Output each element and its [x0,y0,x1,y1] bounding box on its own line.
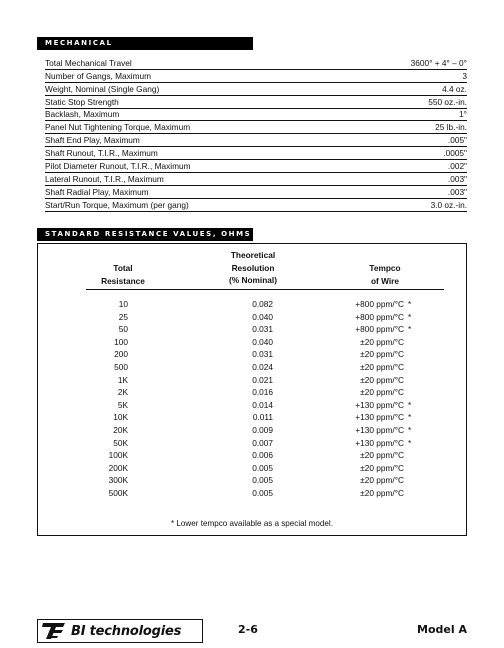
spec-value: .002" [447,161,467,172]
spec-value: .0005" [443,148,467,159]
tempco-value: +130 ppm/°C [355,437,404,448]
resistance-value: 200 [114,349,128,360]
mechanical-spec-row [45,83,467,96]
tempco-footnote-marker: * [408,399,412,410]
spec-value: 3600° + 4° – 0° [410,57,467,68]
resolution-value: 0.040 [252,311,273,322]
resolution-value: 0.031 [252,324,273,335]
resistance-value: 300K [108,475,128,486]
resistance-value: 25 [118,311,128,322]
tempco-value: +130 ppm/°C [355,425,404,435]
mechanical-spec-row [45,134,467,147]
tempco-value: ±20 ppm/°C [360,488,404,498]
spec-label: Pilot Diameter Runout, T.I.R., Maximum [45,161,191,172]
mechanical-spec-row [45,160,467,173]
spec-label: Shaft Runout, T.I.R., Maximum [45,148,158,159]
tempco-footnote-marker: * [408,437,412,448]
resolution-value: 0.024 [252,362,273,372]
resistance-value: 100K [108,450,128,461]
tempco-footnote-marker: * [408,324,412,335]
resistance-value: 20K [113,425,128,435]
spec-value: 550 oz.-in. [428,96,467,107]
tempco-value: ±20 ppm/°C [360,362,404,372]
resolution-value: 0.016 [252,387,273,398]
resistance-value: 200K [108,462,128,473]
resolution-value: 0.009 [252,425,273,435]
tempco-footnote-marker: * [408,299,412,309]
spec-label: Shaft End Play, Maximum [45,135,140,146]
mechanical-spec-row [45,109,467,122]
spec-value: 4.4 oz. [442,83,467,94]
spec-label: Number of Gangs, Maximum [45,70,152,81]
tempco-footnote-marker: * [408,311,412,322]
spec-value: .003" [447,186,467,197]
tempco-value: ±20 ppm/°C [360,374,404,385]
mechanical-spec-row [45,57,467,70]
spec-label: Panel Nut Tightening Torque, Maximum [45,122,191,133]
resistance-value: 1K [117,374,128,385]
tempco-value: ±20 ppm/°C [360,462,404,473]
resistance-value: 50 [118,324,128,335]
resistance-value: 500 [114,362,128,372]
resolution-value: 0.031 [252,349,273,360]
resistance-value: 500K [108,488,128,498]
spec-value: .005" [447,135,467,146]
resistance-value: 10K [113,412,128,423]
tempco-footnote-marker: * [408,412,412,423]
mechanical-spec-row [45,121,467,134]
tempco-value: ±20 ppm/°C [360,450,404,461]
standard-resistance-section-header: STANDARD RESISTANCE VALUES, OHMS [37,228,253,241]
resistance-value: 5K [117,399,128,410]
page-number: 2-6 [238,623,258,636]
tempco-value: ±20 ppm/°C [360,336,404,347]
tempco-value: +800 ppm/°C [355,299,404,309]
resistance-value: 10 [118,299,128,309]
resolution-value: 0.021 [252,374,273,385]
mechanical-specs-table [45,57,467,212]
tempco-value: ±20 ppm/°C [360,475,404,486]
resistance-value: 50K [113,437,128,448]
mechanical-spec-row [45,147,467,160]
spec-label: Backlash, Maximum [45,109,120,120]
spec-value: 1° [459,109,467,120]
resolution-value: 0.005 [252,462,273,473]
resolution-value: 0.014 [252,399,273,410]
header-divider [86,289,444,290]
spec-label: Start/Run Torque, Maximum (per gang) [45,199,189,210]
mechanical-spec-row [45,186,467,199]
header-total-resistance: Total Resistance [101,263,145,286]
spec-label: Weight, Nominal (Single Gang) [45,83,160,94]
tempco-value: +130 ppm/°C [355,399,404,410]
mechanical-spec-row [45,173,467,186]
resolution-value: 0.011 [252,412,273,423]
spec-value: 3.0 oz.-in. [430,199,467,210]
spec-value: .003" [447,173,467,184]
spec-label: Shaft Radial Play, Maximum [45,186,149,197]
mechanical-spec-row [45,199,467,212]
logo-text: BI technologies [71,623,182,639]
spec-value: 3 [462,70,467,81]
resistance-value: 2K [117,387,128,398]
resolution-value: 0.005 [252,488,273,498]
footnote: * Lower tempco available as a special model. [171,519,333,528]
tempco-value: +130 ppm/°C [355,412,404,423]
tempco-footnote-marker: * [408,425,412,435]
mechanical-section-header: MECHANICAL [37,37,253,50]
bi-logo-icon [41,621,67,641]
tempco-value: ±20 ppm/°C [360,387,404,398]
resolution-value: 0.006 [252,450,273,461]
tempco-value: +800 ppm/°C [355,311,404,322]
model-label: Model A [417,623,467,636]
tempco-value: +800 ppm/°C [355,324,404,335]
resolution-value: 0.040 [252,336,273,347]
company-logo [37,619,203,643]
tempco-value: ±20 ppm/°C [360,349,404,360]
spec-value: 25 lb.-in. [435,122,467,133]
resolution-value: 0.007 [252,437,273,448]
spec-label: Static Stop Strength [45,96,119,107]
spec-label: Total Mechanical Travel [45,57,132,68]
resolution-value: 0.005 [252,475,273,486]
resistance-value: 100 [114,336,128,347]
mechanical-spec-row [45,96,467,109]
header-theoretical-resolution: Theoretical Resolution (% Nominal) [229,250,277,285]
resolution-value: 0.082 [252,299,273,309]
mechanical-spec-row [45,70,467,83]
spec-label: Lateral Runout, T.I.R., Maximum [45,173,164,184]
header-tempco-of-wire: Tempco of Wire [369,263,401,286]
